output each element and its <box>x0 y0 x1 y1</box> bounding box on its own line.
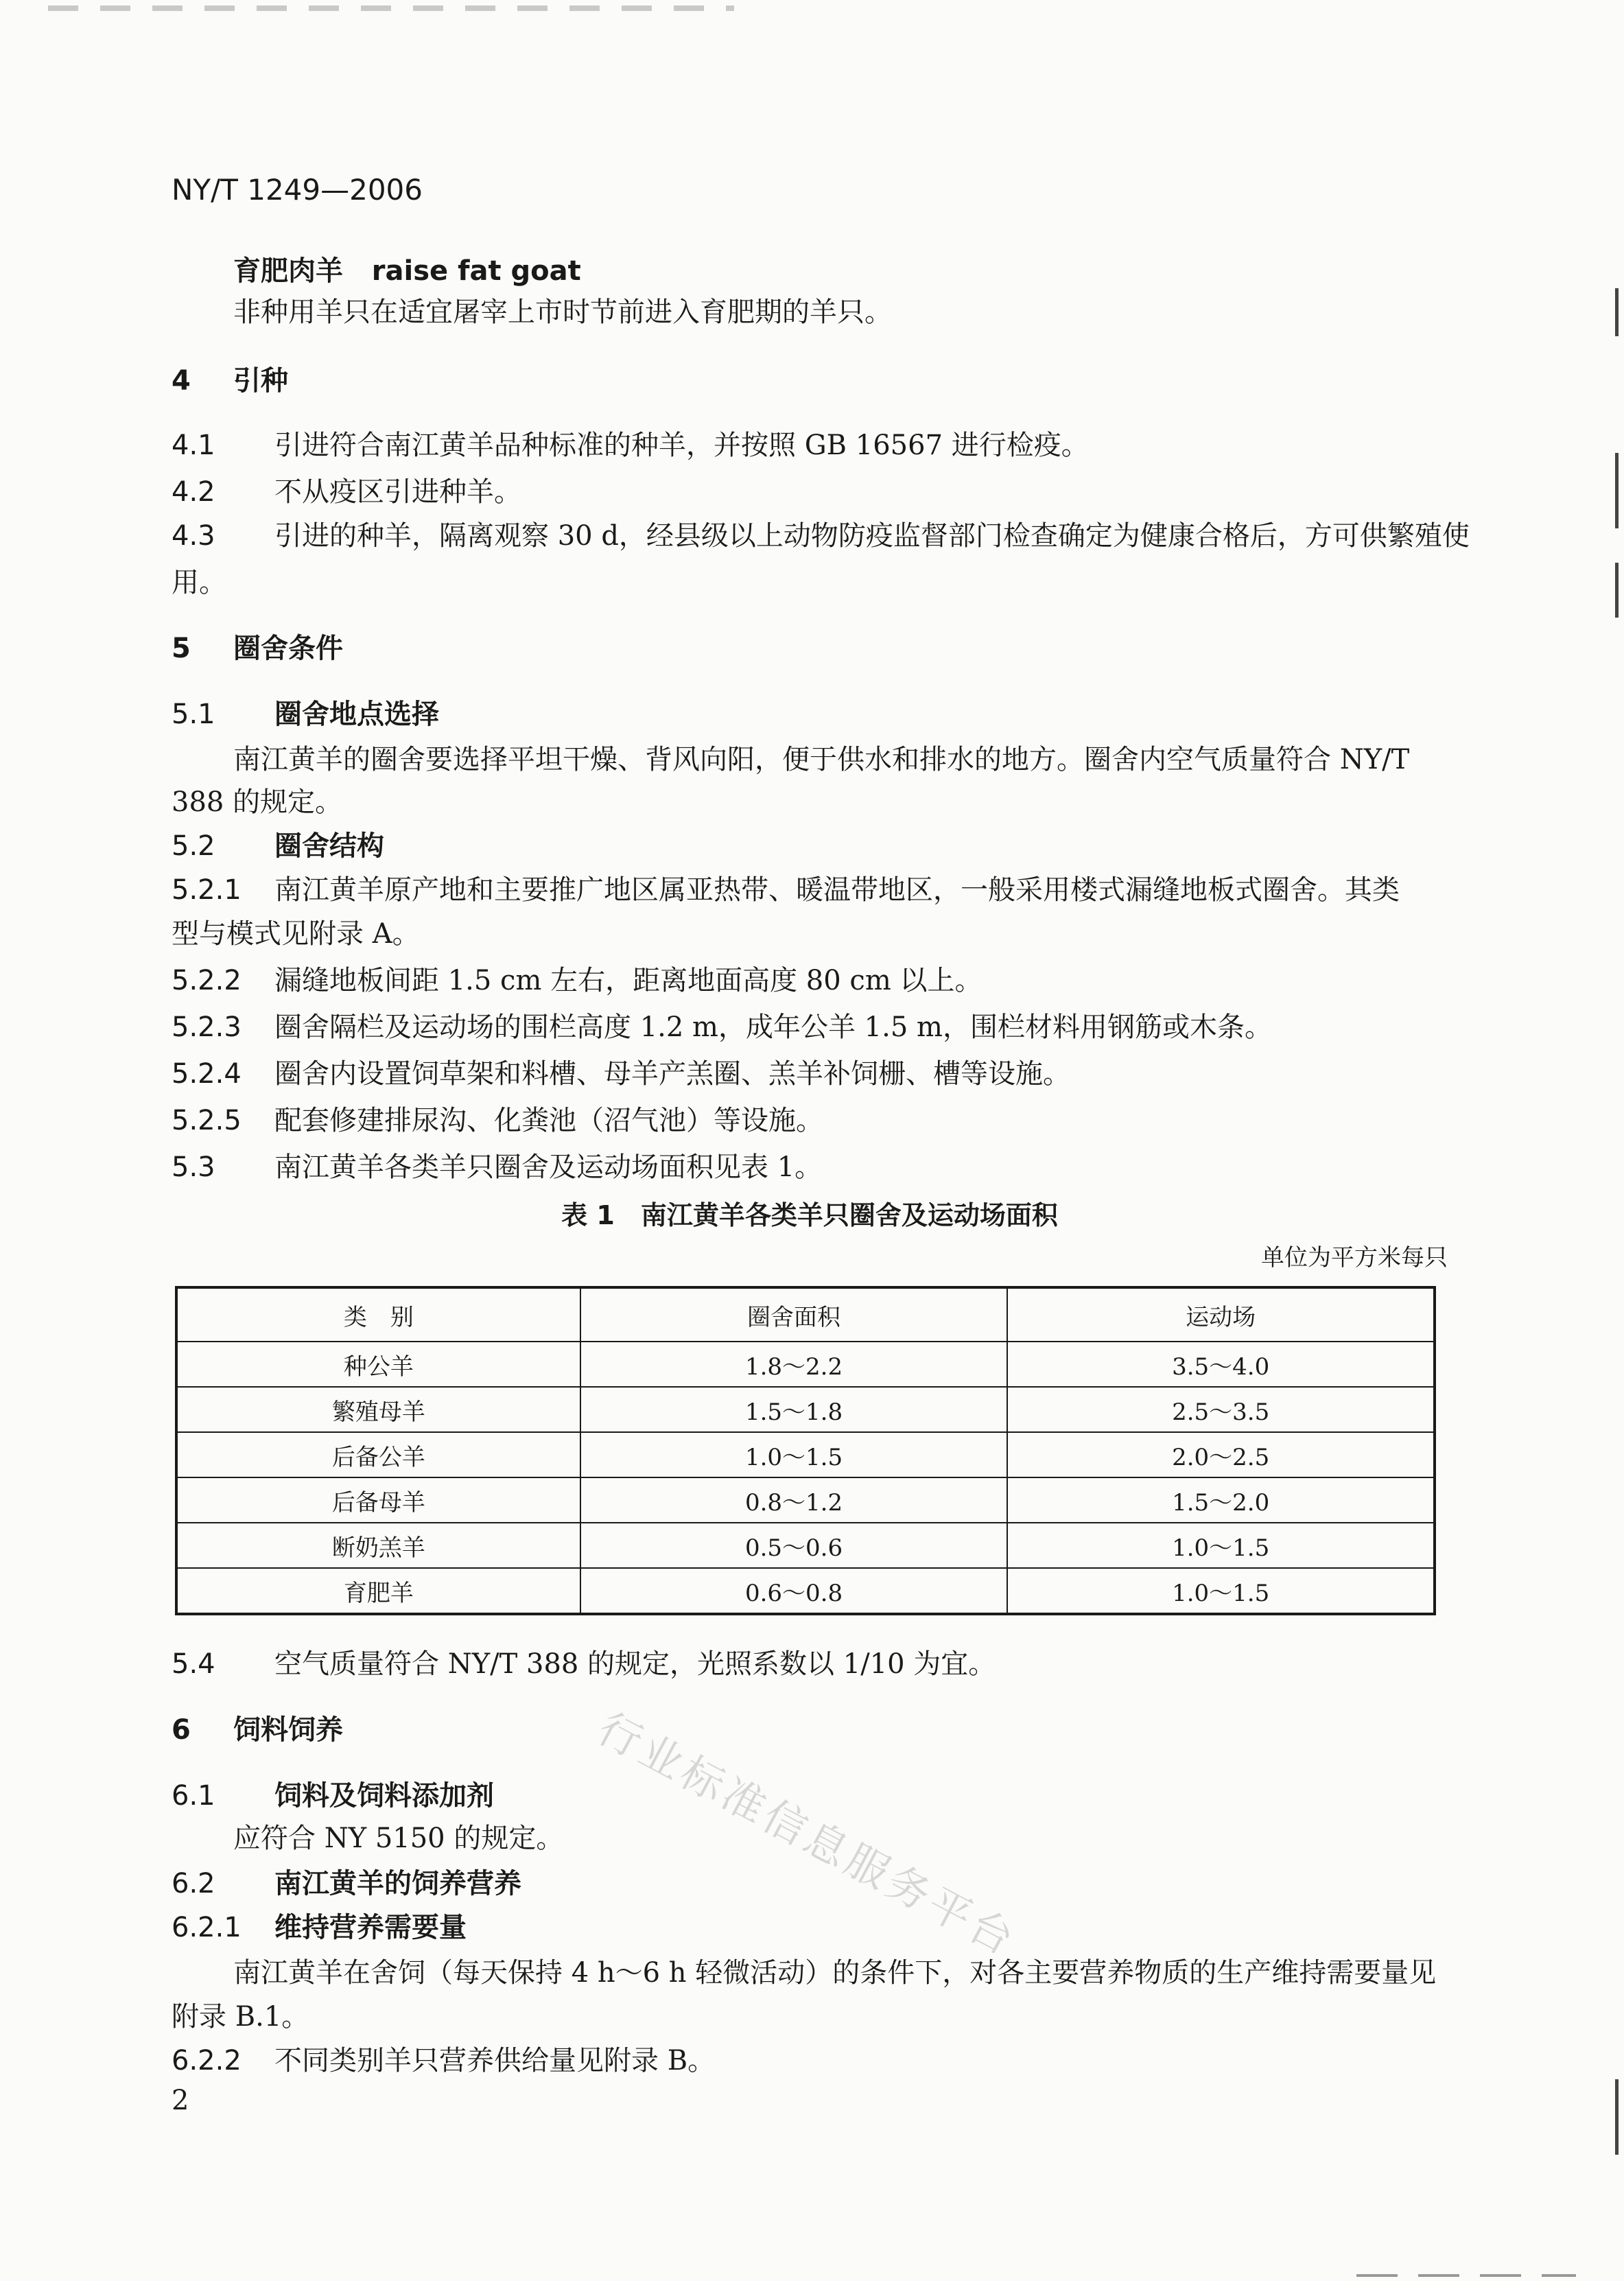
category-cell: 种公羊 <box>176 1342 580 1387</box>
clause-4-3: 4.3 引进的种羊，隔离观察 30 d，经县级以上动物防疫监督部门检查确定为健康合格后，方可供繁殖使 <box>172 520 1470 552</box>
clause-6-2-1-text: 南江黄羊在舍饲（每天保持 4 h～6 h 轻微活动）的条件下，对各主要营养物质的生产维持需要量见 <box>233 1957 1437 1989</box>
clause-6-1-text: 应符合 NY 5150 的规定。 <box>233 1823 564 1854</box>
section-5-heading: 5 圈舍条件 <box>172 633 343 664</box>
clause-5-4: 5.4 空气质量符合 NY/T 388 的规定，光照系数以 1/10 为宜。 <box>172 1648 996 1680</box>
table-row <box>176 1342 1435 1387</box>
category-cell: 育肥羊 <box>176 1568 580 1614</box>
clause-6-2-1-cont: 附录 B.1。 <box>172 2001 309 2033</box>
category-cell: 繁殖母羊 <box>176 1387 580 1432</box>
watermark: 行业标准信息服务平台 <box>589 1703 1026 1967</box>
yard-area-cell: 2.0～2.5 <box>1007 1432 1435 1477</box>
term-definition: 非种用羊只在适宜屠宰上市时节前进入育肥期的羊只。 <box>233 296 892 328</box>
column-header: 运动场 <box>1007 1287 1435 1342</box>
category-cell: 断奶羔羊 <box>176 1523 580 1568</box>
scan-edge-mark <box>1615 453 1619 528</box>
yard-area-cell: 1.0～1.5 <box>1007 1568 1435 1614</box>
section-4-heading: 4 引种 <box>172 365 288 397</box>
clause-5-1-heading: 5.1 圈舍地点选择 <box>172 699 439 730</box>
pen-area-cell: 0.6～0.8 <box>580 1568 1008 1614</box>
clause-4-2: 4.2 不从疫区引进种羊。 <box>172 476 521 508</box>
column-header: 圈舍面积 <box>580 1287 1008 1342</box>
section-6-heading: 6 饲料饲养 <box>172 1714 343 1746</box>
table-row <box>176 1477 1435 1523</box>
table-row <box>176 1432 1435 1477</box>
table-1 <box>175 1286 1436 1615</box>
pen-area-cell: 1.0～1.5 <box>580 1432 1008 1477</box>
pen-area-cell: 0.8～1.2 <box>580 1477 1008 1523</box>
yard-area-cell: 2.5～3.5 <box>1007 1387 1435 1432</box>
clause-5-2-1: 5.2.1 南江黄羊原产地和主要推广地区属亚热带、暖温带地区，一般采用楼式漏缝地板式圈舍。其类 <box>172 874 1400 906</box>
table-row <box>176 1387 1435 1432</box>
term-en: raise fat goat <box>371 255 581 287</box>
clause-5-1-text: 南江黄羊的圈舍要选择平坦干燥、背风向阳，便于供水和排水的地方。圈舍内空气质量符合 NY/T <box>233 744 1410 775</box>
page-number: 2 <box>172 2085 189 2116</box>
scan-edge-mark <box>1615 563 1619 618</box>
clause-5-2-3: 5.2.3 圈舍隔栏及运动场的围栏高度 1.2 m，成年公羊 1.5 m，围栏材料用钢筋或木条。 <box>172 1011 1272 1043</box>
column-header: 类 别 <box>176 1287 580 1342</box>
clause-6-2-2: 6.2.2 不同类别羊只营养供给量见附录 B。 <box>172 2045 716 2077</box>
category-cell: 后备公羊 <box>176 1432 580 1477</box>
clause-6-1-heading: 6.1 饲料及饲料添加剂 <box>172 1780 494 1812</box>
clause-5-2-5: 5.2.5 配套修建排尿沟、化粪池（沼气池）等设施。 <box>172 1105 823 1136</box>
scan-edge-mark <box>1615 2079 1619 2155</box>
table-row <box>176 1568 1435 1614</box>
clause-6-2-heading: 6.2 南江黄羊的饲养营养 <box>172 1868 521 1899</box>
clause-5-3: 5.3 南江黄羊各类羊只圈舍及运动场面积见表 1。 <box>172 1151 823 1183</box>
pen-area-cell: 0.5～0.6 <box>580 1523 1008 1568</box>
document-header: NY/T 1249—2006 <box>172 173 423 207</box>
top-scan-edge <box>48 5 734 11</box>
clause-5-2-1-cont: 型与模式见附录 A。 <box>172 918 420 950</box>
clause-4-3-cont: 用。 <box>172 567 226 598</box>
pen-area-cell: 1.5～1.8 <box>580 1387 1008 1432</box>
yard-area-cell: 1.0～1.5 <box>1007 1523 1435 1568</box>
pen-area-cell: 1.8～2.2 <box>580 1342 1008 1387</box>
clause-5-2-4: 5.2.4 圈舍内设置饲草架和料槽、母羊产羔圈、羔羊补饲栅、槽等设施。 <box>172 1058 1070 1090</box>
term-heading <box>233 251 581 291</box>
category-cell: 后备母羊 <box>176 1477 580 1523</box>
clause-5-1-cont: 388 的规定。 <box>172 786 343 818</box>
scan-edge-mark <box>1615 288 1619 336</box>
table-1-unit: 单位为平方米每只 <box>1261 1244 1448 1272</box>
clause-5-2-heading: 5.2 圈舍结构 <box>172 830 384 862</box>
table-row <box>176 1523 1435 1568</box>
table-header-row <box>176 1287 1435 1342</box>
clause-5-2-2: 5.2.2 漏缝地板间距 1.5 cm 左右，距离地面高度 80 cm 以上。 <box>172 965 982 996</box>
table-1-title: 表 1 南江黄羊各类羊只圈舍及运动场面积 <box>561 1200 1058 1230</box>
yard-area-cell: 3.5～4.0 <box>1007 1342 1435 1387</box>
bottom-scan-edge <box>1356 2274 1576 2277</box>
clause-6-2-1-heading: 6.2.1 维持营养需要量 <box>172 1912 467 1943</box>
yard-area-cell: 1.5～2.0 <box>1007 1477 1435 1523</box>
term-zh: 育肥肉羊 <box>233 255 343 287</box>
clause-4-1: 4.1 引进符合南江黄羊品种标准的种羊，并按照 GB 16567 进行检疫。 <box>172 430 1089 461</box>
